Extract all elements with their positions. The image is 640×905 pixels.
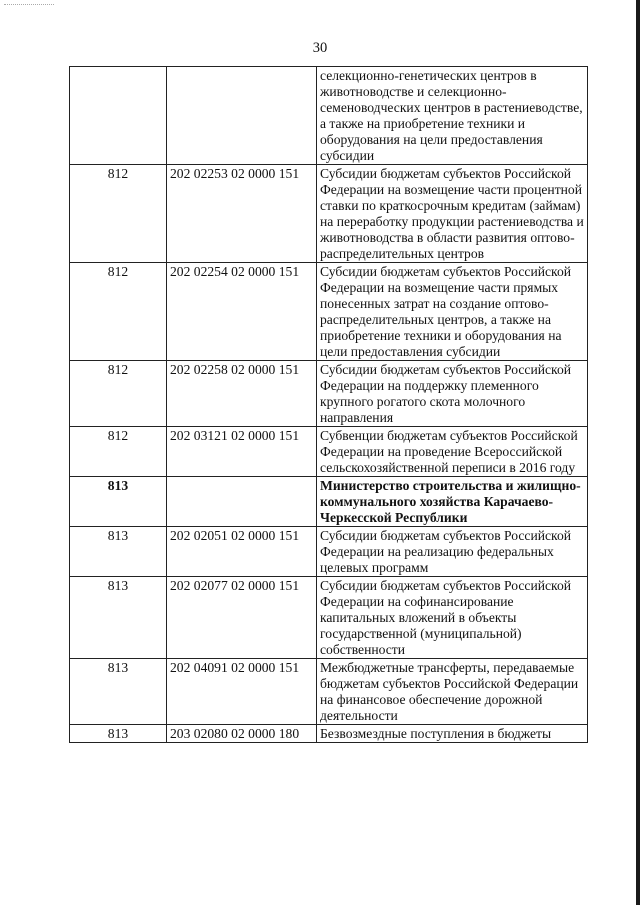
budget-code-cell: 202 03121 02 0000 151 (167, 427, 317, 477)
table-row (70, 725, 588, 743)
budget-code-cell: 202 02253 02 0000 151 (167, 165, 317, 263)
description-cell: Субсидии бюджетам субъектов Российской Федерации на реализацию федеральных целевых программ (317, 527, 588, 577)
admin-code-cell (70, 67, 167, 165)
scan-artifact (4, 4, 54, 9)
budget-code-cell: 202 04091 02 0000 151 (167, 659, 317, 725)
admin-code-cell: 813 (70, 659, 167, 725)
table-row (70, 263, 588, 361)
description-cell: Субвенции бюджетам субъектов Российской Федерации на проведение Всероссийской сельскохозяйственной переписи в 2016 году (317, 427, 588, 477)
budget-code-cell (167, 67, 317, 165)
admin-code-cell: 813 (70, 725, 167, 743)
budget-code-cell: 203 02080 02 0000 180 (167, 725, 317, 743)
table-row (70, 165, 588, 263)
table-row (70, 361, 588, 427)
admin-code-cell: 813 (70, 527, 167, 577)
budget-code-cell: 202 02051 02 0000 151 (167, 527, 317, 577)
admin-code-cell: 812 (70, 263, 167, 361)
budget-code-cell: 202 02258 02 0000 151 (167, 361, 317, 427)
description-cell: Министерство строительства и жилищно-коммунального хозяйства Карачаево-Черкесской Республики (317, 477, 588, 527)
budget-code-cell: 202 02077 02 0000 151 (167, 577, 317, 659)
description-cell: Субсидии бюджетам субъектов Российской Федерации на софинансирование капитальных вложений в объекты государственной (муниципальной) собственности (317, 577, 588, 659)
scan-edge (636, 0, 640, 905)
budget-code-cell (167, 477, 317, 527)
table-row (70, 67, 588, 165)
table-row (70, 527, 588, 577)
admin-code-cell: 813 (70, 477, 167, 527)
description-cell: Субсидии бюджетам субъектов Российской Федерации на возмещение части прямых понесенных затрат на создание оптово-распределительных центров, а также на приобретение техники и оборудования на цели предоставления субсидии (317, 263, 588, 361)
table-row (70, 577, 588, 659)
table-body (70, 67, 588, 743)
budget-code-cell: 202 02254 02 0000 151 (167, 263, 317, 361)
description-cell: Межбюджетные трансферты, передаваемые бюджетам субъектов Российской Федерации на финансовое обеспечение дорожной деятельности (317, 659, 588, 725)
description-cell: Субсидии бюджетам субъектов Российской Федерации на поддержку племенного крупного рогатого скота молочного направления (317, 361, 588, 427)
admin-code-cell: 812 (70, 165, 167, 263)
description-cell: Субсидии бюджетам субъектов Российской Федерации на возмещение части процентной ставки по краткосрочным кредитам (займам) на переработку продукции растениеводства и животноводства в области развития оптово-распределительных центров (317, 165, 588, 263)
table-row (70, 477, 588, 527)
budget-codes-table (69, 66, 588, 743)
description-cell: Безвозмездные поступления в бюджеты (317, 725, 588, 743)
admin-code-cell: 813 (70, 577, 167, 659)
admin-code-cell: 812 (70, 427, 167, 477)
description-cell: селекционно-генетических центров в животноводстве и селекционно-семеноводческих центров в растениеводстве, а также на приобретение техники и оборудования на цели предоставления субсидии (317, 67, 588, 165)
table-row (70, 427, 588, 477)
admin-code-cell: 812 (70, 361, 167, 427)
table-row (70, 659, 588, 725)
page-number: 30 (312, 40, 328, 56)
